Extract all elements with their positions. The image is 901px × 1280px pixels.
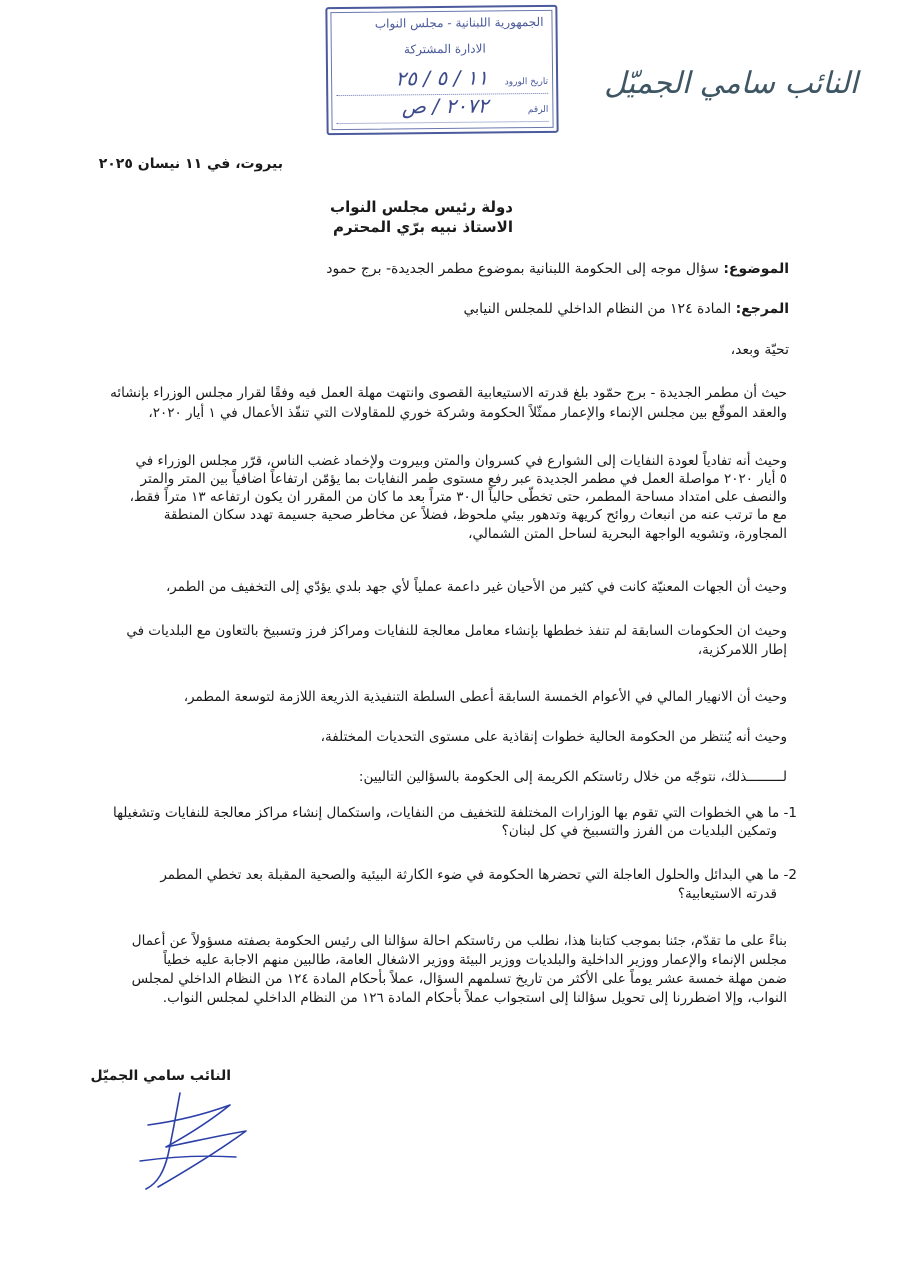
question-2-line-1: 2- ما هي البدائل والحلول العاجلة التي تحضرها الحكومة في ضوء الكارثة البيئية والصحية المقبلة بعد تخطي المطمر bbox=[160, 867, 797, 883]
question-1-line-2: وتمكين البلديات من الفرز والتسبيخ في كل لبنان؟ bbox=[501, 823, 777, 839]
paragraph-2-line-1: وحيث أنه تفادياً لعودة النفايات إلى الشوارع في كسروان والمتن وبيروت ولإخماد غضب الناس، قرّر مجلس الوزراء في bbox=[135, 453, 787, 469]
signature-stroke-3 bbox=[140, 1156, 236, 1161]
paragraph-1-line-1: حيث أن مطمر الجديدة - برج حمّود بلغ قدرته الاستيعابية القصوى وانتهت مهلة العمل فيه وفقًا لقرار مجلس الوزراء بإنشائه bbox=[110, 385, 787, 401]
reference-text: المادة ١٢٤ من النظام الداخلي للمجلس النيابي bbox=[463, 301, 732, 317]
paragraph-6: وحيث أنه يُنتظر من الحكومة الحالية خطوات إنقاذية على مستوى التحديات المختلفة، bbox=[320, 729, 787, 745]
stamp-date-label: تاريخ الورود bbox=[504, 76, 549, 88]
signatory-name: النائب سامي الجميّل bbox=[90, 1068, 231, 1084]
greeting: تحيّة وبعد، bbox=[730, 342, 789, 358]
closing-line-1: بناءً على ما تقدّم، جئنا بموجب كتابنا هذا، نطلب من رئاستكم احالة سؤالنا الى رئيس الحكومة بصفته مسؤولاً عن أعمال bbox=[131, 933, 787, 949]
paragraph-2-line-4: مع ما ترتب عنه من انبعاث روائح كريهة وتدهور بيئي ملحوظ، فضلاً عن مخاطر صحية جسيمة تهدد سكان المنطقة bbox=[163, 507, 787, 523]
question-2-line-2: قدرته الاستيعابية؟ bbox=[677, 886, 777, 902]
addressee-line2: الاستاذ نبيه برّي المحترم bbox=[333, 218, 513, 236]
closing-line-3: ضمن مهلة خمسة عشر يوماً على الأكثر من تاريخ تسلمهم السؤال، عملاً بأحكام المادة ١٢٤ من النظام الداخلي لمجلس bbox=[131, 971, 787, 987]
stamp-date-value: ١١ / ٥ / ٢٥ bbox=[395, 65, 489, 91]
paragraph-1-line-2: والعقد الموقّع بين مجلس الإنماء والإعمار ممثّلاً الحكومة وشركة خوري للمقاولات التي تنفّذ الأعمال في ١ أيار ٢٠٢٠، bbox=[148, 405, 787, 421]
reference-label: المرجع: bbox=[735, 301, 789, 317]
subject-line bbox=[326, 260, 789, 279]
stamp-line2: الادارة المشتركة bbox=[403, 41, 486, 57]
addressee-line1: دولة رئيس مجلس النواب bbox=[330, 198, 513, 216]
paragraph-7: لـــــــــذلك، نتوجّه من خلال رئاستكم الكريمة إلى الحكومة بالسؤالين التاليين: bbox=[358, 769, 787, 785]
closing-line-2: مجلس الإنماء والإعمار ووزير الداخلية والبلديات ووزير البيئة ووزير الاشغال العامة، طالبين منهم الاجابة عليه خطياً bbox=[163, 952, 787, 968]
stamp-number-row bbox=[336, 93, 549, 124]
subject-text: سؤال موجه إلى الحكومة اللبنانية بموضوع مطمر الجديدة- برج حمود bbox=[326, 261, 719, 277]
paragraph-5: وحيث أن الانهيار المالي في الأعوام الخمسة السابقة أعطى السلطة التنفيذية الذريعة اللازمة لتوسعة المطمر، bbox=[183, 689, 787, 705]
stamp-line1: الجمهورية اللبنانية - مجلس النواب bbox=[374, 14, 544, 31]
closing-line-4: النواب، وإلا اضطررنا إلى تحويل سؤالنا إلى استجواب عملاً بأحكام المادة ١٢٦ من النظام الداخلي لمجلس النواب. bbox=[162, 990, 787, 1006]
stamp-date-row bbox=[336, 65, 549, 96]
paragraph-4-line-2: إطار اللامركزية، bbox=[697, 642, 787, 658]
stamp-number-value: ٢٠٧٢ / ص bbox=[401, 93, 489, 119]
paragraph-4-line-1: وحيث ان الحكومات السابقة لم تنفذ خططها بإنشاء معامل معالجة للنفايات ومراكز فرز وتسبيخ بالتعاون مع البلديات في bbox=[126, 623, 787, 639]
paragraph-2-line-3: والنصف على امتداد مساحة المطمر، حتى تخطّى حالياً ال٣٠ متراً بعد ما كان من المقرر ان يكون ارتفاعه ١٣ متراً فقط، bbox=[129, 489, 787, 505]
reference-line bbox=[464, 300, 789, 319]
paragraph-3: وحيث أن الجهات المعنيّة كانت في كثير من الأحيان غير داعمة عملياً لأي جهد بلدي يؤدّي إلى التخفيف من الطمر، bbox=[165, 579, 787, 595]
signature-stroke-2 bbox=[148, 1105, 246, 1187]
subject-label: الموضوع: bbox=[723, 261, 789, 277]
paragraph-2-line-2: ٥ أيار ٢٠٢٠ مواصلة العمل في مطمر الجديدة عبر رفع مستوى طمر النفايات بما يؤمّن ارتفاعاً اضافياً بين المتر والمتر bbox=[140, 471, 787, 487]
letterhead-logo: النائب سامي الجميّل bbox=[604, 66, 858, 101]
paragraph-2-line-5: المجاورة، وتشويه الواجهة البحرية لساحل المتن الشمالي، bbox=[468, 526, 787, 542]
signature-stroke-1 bbox=[146, 1093, 180, 1189]
received-stamp bbox=[325, 5, 558, 135]
date-line: بيروت، في ١١ نيسان ٢٠٢٥ bbox=[98, 156, 283, 172]
handwritten-signature bbox=[118, 1085, 268, 1195]
stamp-number-label: الرقم bbox=[527, 104, 549, 116]
question-1-line-1: 1- ما هي الخطوات التي تقوم بها الوزارات المختلفة للتخفيف من النفايات، واستكمال إنشاء مراكز معالجة للنفايات وتشغيلها bbox=[112, 805, 797, 821]
